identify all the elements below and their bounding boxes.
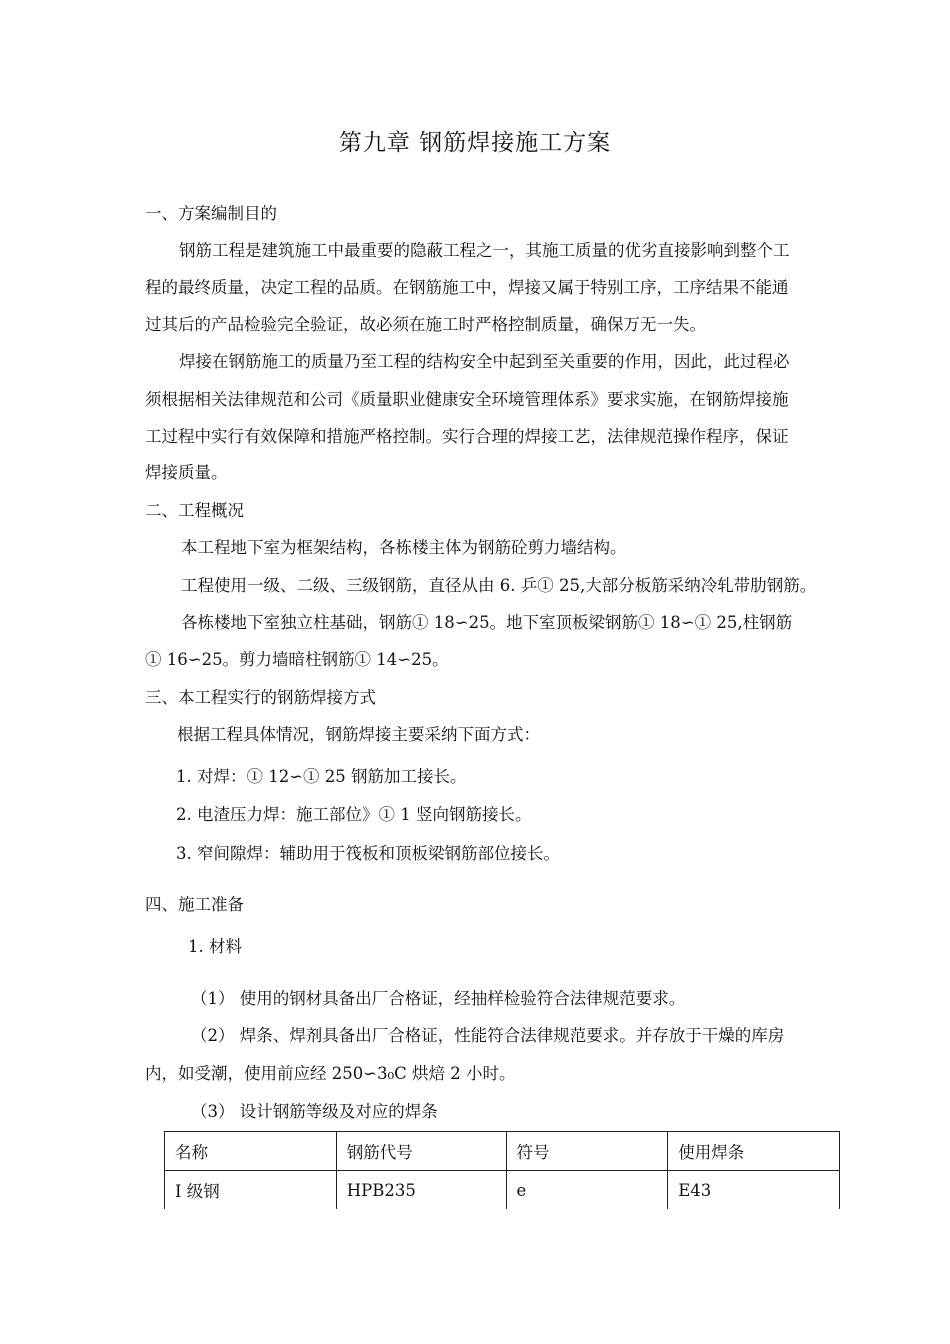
- list-item: （1） 使用的钢材具备出厂合格证，经抽样检验符合法律规范要求。: [191, 989, 686, 1008]
- section-heading: 二、工程概况: [145, 501, 244, 520]
- list-item: 3. 窄间隙焊：辅助用于筏板和顶板梁钢筋部位接长。: [176, 844, 560, 863]
- table-header-row: [165, 1132, 840, 1171]
- page-title: 第九章 钢筋焊接施工方案: [338, 130, 612, 156]
- section-heading: 一、方案编制目的: [145, 204, 277, 223]
- section-heading: 三、本工程实行的钢筋焊接方式: [145, 688, 376, 707]
- paragraph-line: 工过程中实行有效保障和措施严格控制。实行合理的焊接工艺，法律规范操作程序，保证: [145, 427, 789, 446]
- paragraph-line: 本工程地下室为框架结构，各栋楼主体为钢筋砼剪力墙结构。: [181, 538, 627, 557]
- table-header-cell: 钢筋代号: [336, 1132, 506, 1171]
- subsection-heading: 1. 材料: [188, 937, 242, 956]
- paragraph-line: ① 16∽25。剪力墙暗柱钢筋① 14∽25。: [145, 650, 449, 669]
- list-item: （2） 焊条、焊剂具备出厂合格证，性能符合法律规范要求。并存放于干燥的库房: [191, 1026, 785, 1045]
- paragraph-line: 内，如受潮，使用前应经 250∽3₀C 烘焙 2 小时。: [145, 1064, 516, 1083]
- table-header-cell: 符号: [506, 1132, 668, 1171]
- paragraph-line: 钢筋工程是建筑施工中最重要的隐蔽工程之一，其施工质量的优劣直接影响到整个工: [179, 241, 790, 260]
- table-cell: E43: [668, 1171, 840, 1210]
- table-header-cell: 使用焊条: [668, 1132, 840, 1171]
- welding-rod-table: [164, 1131, 840, 1209]
- paragraph-line: 须根据相关法律规范和公司《质量职业健康安全环境管理体系》要求实施，在钢筋焊接施: [145, 390, 789, 409]
- paragraph-line: 焊接在钢筋施工的质量乃至工程的结构安全中起到至关重要的作用，因此，此过程必: [179, 352, 790, 371]
- paragraph-line: 根据工程具体情况，钢筋焊接主要采纳下面方式：: [177, 725, 540, 744]
- list-item: 1. 对焊：① 12∽① 25 钢筋加工接长。: [176, 767, 467, 786]
- table-cell: I 级钢: [165, 1171, 337, 1210]
- table-cell: HPB235: [336, 1171, 506, 1210]
- paragraph-line: 各栋楼地下室独立柱基础，钢筋① 18∽25。地下室顶板梁钢筋① 18∽① 25,柱钢筋: [181, 613, 793, 632]
- paragraph-line: 工程使用一级、二级、三级钢筋，直径从由 6. 乒① 25,大部分板筋采纳冷轧带肋钢筋。: [181, 576, 817, 595]
- table-row: [165, 1171, 840, 1210]
- list-item: 2. 电渣压力焊：施工部位》① 1 竖向钢筋接长。: [176, 805, 532, 824]
- paragraph-line: 程的最终质量，决定工程的品质。在钢筋施工中，焊接又属于特别工序，工序结果不能通: [145, 278, 789, 297]
- table-cell: e: [506, 1171, 668, 1210]
- paragraph-line: 过其后的产品检验完全验证，故必须在施工时严格控制质量，确保万无一失。: [145, 315, 706, 334]
- paragraph-line: 焊接质量。: [145, 463, 228, 482]
- table-header-cell: 名称: [165, 1132, 337, 1171]
- section-heading: 四、施工准备: [145, 895, 244, 914]
- list-item: （3） 设计钢筋等级及对应的焊条: [191, 1102, 438, 1121]
